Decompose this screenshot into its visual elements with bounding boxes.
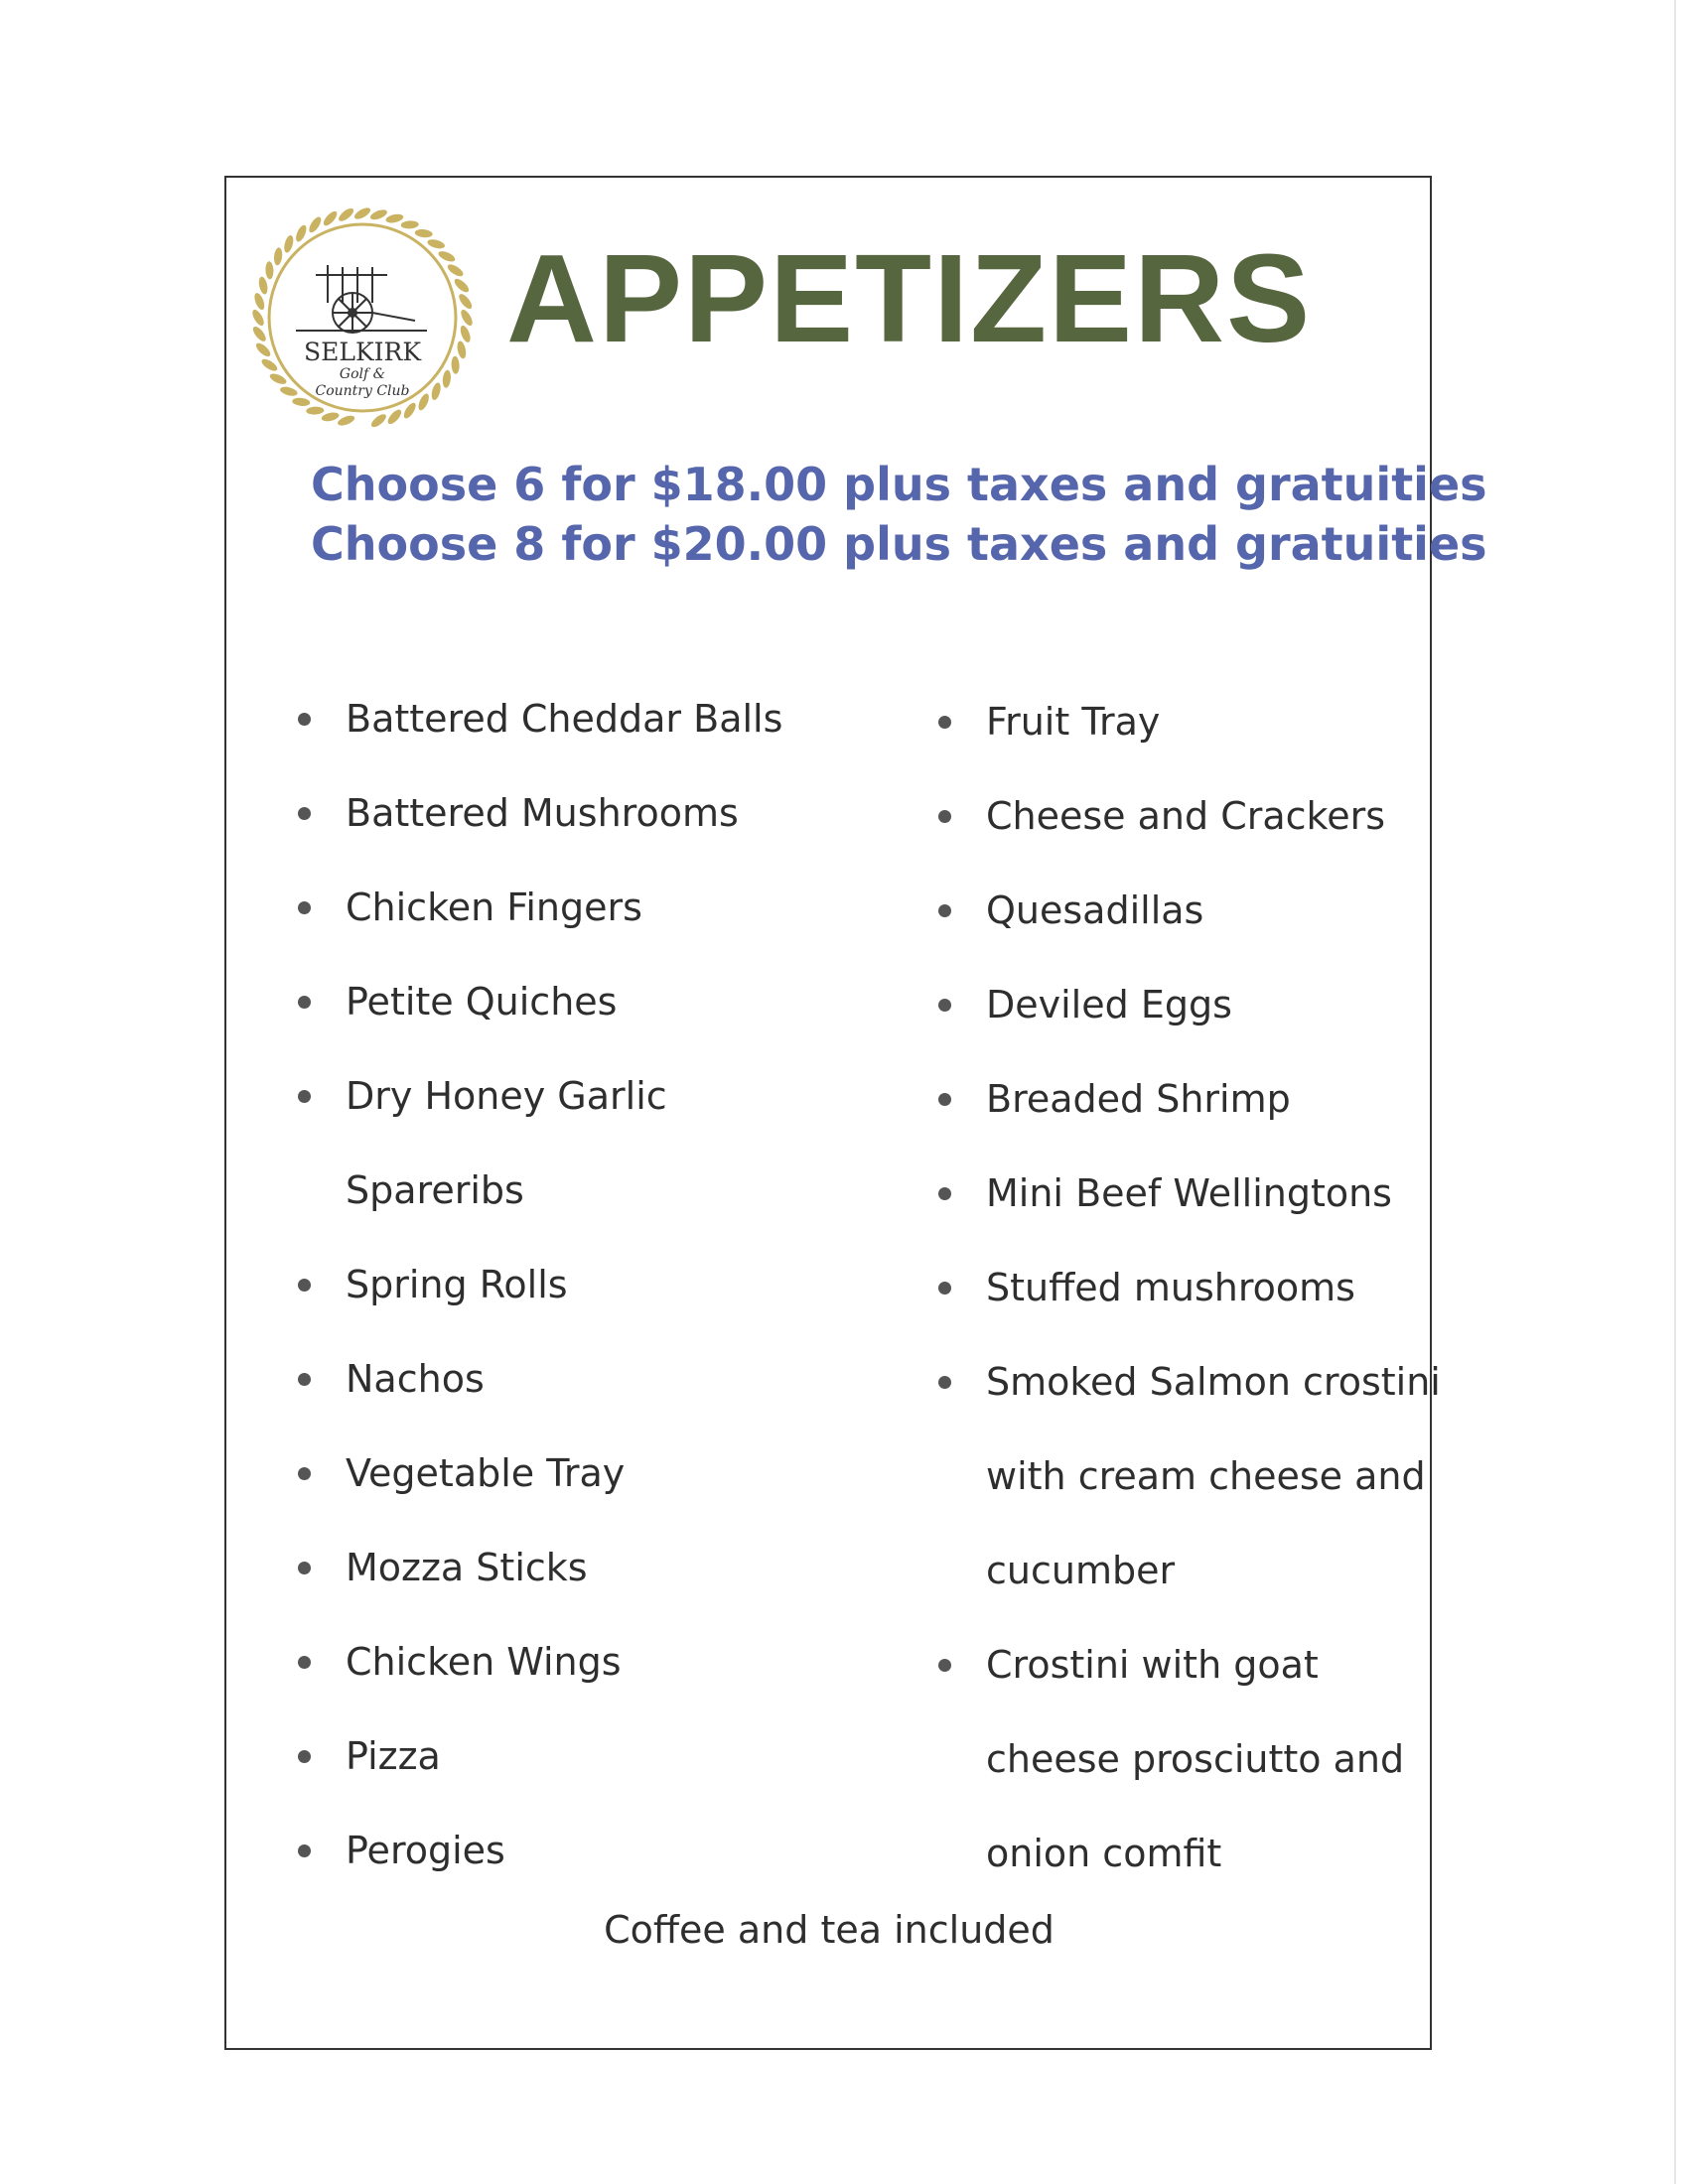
list-item-text: Petite Quiches xyxy=(346,980,618,1024)
list-item-text: with cream cheese and xyxy=(986,1454,1426,1498)
footer-note: Coffee and tea included xyxy=(604,1908,1055,1952)
laurel-leaf xyxy=(451,356,460,374)
logo-subtitle-1: Golf & xyxy=(339,366,386,382)
laurel-leaf xyxy=(401,401,418,420)
laurel-leaf xyxy=(385,212,404,224)
laurel-leaf xyxy=(265,261,274,279)
list-item xyxy=(298,1804,782,1898)
list-item xyxy=(298,955,782,1049)
list-item xyxy=(298,1521,782,1615)
laurel-leaf xyxy=(283,234,295,253)
logo-name: SELKIRK xyxy=(303,338,422,366)
laurel-leaf xyxy=(252,292,266,312)
list-item-text: Battered Cheddar Balls xyxy=(346,697,783,741)
laurel-leaf xyxy=(352,205,372,221)
laurel-leaf xyxy=(322,209,340,228)
laurel-leaf xyxy=(250,308,266,328)
list-item-text: Spareribs xyxy=(346,1168,524,1212)
list-item xyxy=(298,766,782,861)
laurel-leaf xyxy=(426,238,445,250)
laurel-leaf xyxy=(414,228,433,238)
pricing-option-6: Choose 6 for $18.00 plus taxes and gratuities xyxy=(311,458,1487,511)
list-item xyxy=(298,1427,782,1521)
list-item-text: Chicken Wings xyxy=(346,1640,622,1684)
list-item xyxy=(938,1335,1441,1618)
laurel-leaf xyxy=(307,215,324,234)
laurel-leaf xyxy=(437,249,457,264)
laurel-leaf xyxy=(456,341,468,359)
list-item-text: Crostini with goat xyxy=(986,1643,1319,1687)
laurel-leaf xyxy=(260,356,279,373)
list-item-text: Breaded Shrimp xyxy=(986,1077,1291,1121)
laurel-leaf xyxy=(446,262,465,279)
list-item xyxy=(298,1049,782,1238)
list-item-text: Perogies xyxy=(346,1829,505,1872)
laurel-leaf xyxy=(294,223,309,243)
laurel-leaf xyxy=(459,308,475,328)
laurel-leaf xyxy=(416,392,431,412)
laurel-leaf xyxy=(337,414,356,428)
list-item-text: Stuffed mushrooms xyxy=(986,1266,1355,1309)
laurel-leaf xyxy=(292,397,311,407)
laurel-leaf xyxy=(369,412,388,430)
laurel-leaf xyxy=(273,247,283,266)
laurel-leaf xyxy=(430,381,442,400)
list-item-text: Cheese and Crackers xyxy=(986,794,1385,838)
pricing-option-8: Choose 8 for $20.00 plus taxes and gratuities xyxy=(311,517,1487,571)
list-item xyxy=(298,1332,782,1427)
list-item-text: Chicken Fingers xyxy=(346,886,642,929)
laurel-leaf xyxy=(254,341,273,358)
list-item-text: Mozza Sticks xyxy=(346,1546,588,1589)
laurel-leaf xyxy=(337,206,355,224)
list-item-text: Deviled Eggs xyxy=(986,983,1232,1026)
page-edge-divider xyxy=(1674,0,1676,2184)
page-title: APPETIZERS xyxy=(506,228,1313,368)
laurel-leaf xyxy=(442,369,452,388)
list-item xyxy=(938,1147,1441,1241)
laurel-leaf xyxy=(279,385,298,397)
list-item xyxy=(938,675,1441,769)
list-item xyxy=(938,1052,1441,1147)
list-item xyxy=(938,958,1441,1052)
laurel-leaf xyxy=(321,411,340,423)
list-item xyxy=(298,861,782,955)
right-appetizer-list xyxy=(938,675,1441,1901)
laurel-leaf xyxy=(251,325,269,343)
list-item-text: Fruit Tray xyxy=(986,700,1161,744)
laurel-leaf xyxy=(257,276,269,295)
laurel-leaf xyxy=(453,277,472,295)
list-item-text: Pizza xyxy=(346,1734,441,1778)
list-item-text: Vegetable Tray xyxy=(346,1451,626,1495)
laurel-leaf xyxy=(401,220,419,229)
left-appetizer-list xyxy=(298,672,782,1898)
laurel-leaf xyxy=(459,325,473,344)
laurel-leaf xyxy=(306,406,324,415)
list-item-text: cheese prosciutto and xyxy=(986,1737,1405,1781)
logo-subtitle-2: Country Club xyxy=(315,383,410,399)
pricing-block xyxy=(311,455,1487,574)
laurel-leaf xyxy=(369,207,389,221)
list-item-text: cucumber xyxy=(986,1549,1176,1592)
laurel-leaf xyxy=(268,371,288,386)
laurel-leaf xyxy=(457,292,475,311)
list-item xyxy=(938,864,1441,958)
list-item-text: Quesadillas xyxy=(986,888,1204,932)
list-item xyxy=(938,1241,1441,1335)
laurel-leaf xyxy=(385,408,403,427)
list-item-text: Nachos xyxy=(346,1357,485,1401)
list-item xyxy=(298,1238,782,1332)
club-logo xyxy=(248,204,477,432)
list-item-text: onion comfit xyxy=(986,1832,1222,1875)
list-item-text: Battered Mushrooms xyxy=(346,791,739,835)
list-item xyxy=(298,1709,782,1804)
list-item xyxy=(938,1618,1441,1901)
list-item-text: Spring Rolls xyxy=(346,1263,568,1306)
list-item xyxy=(298,1615,782,1709)
list-item-text: Smoked Salmon crostini xyxy=(986,1360,1441,1404)
list-item xyxy=(938,769,1441,864)
list-item-text: Dry Honey Garlic xyxy=(346,1074,667,1118)
list-item-text: Mini Beef Wellingtons xyxy=(986,1171,1392,1215)
list-item xyxy=(298,672,782,766)
